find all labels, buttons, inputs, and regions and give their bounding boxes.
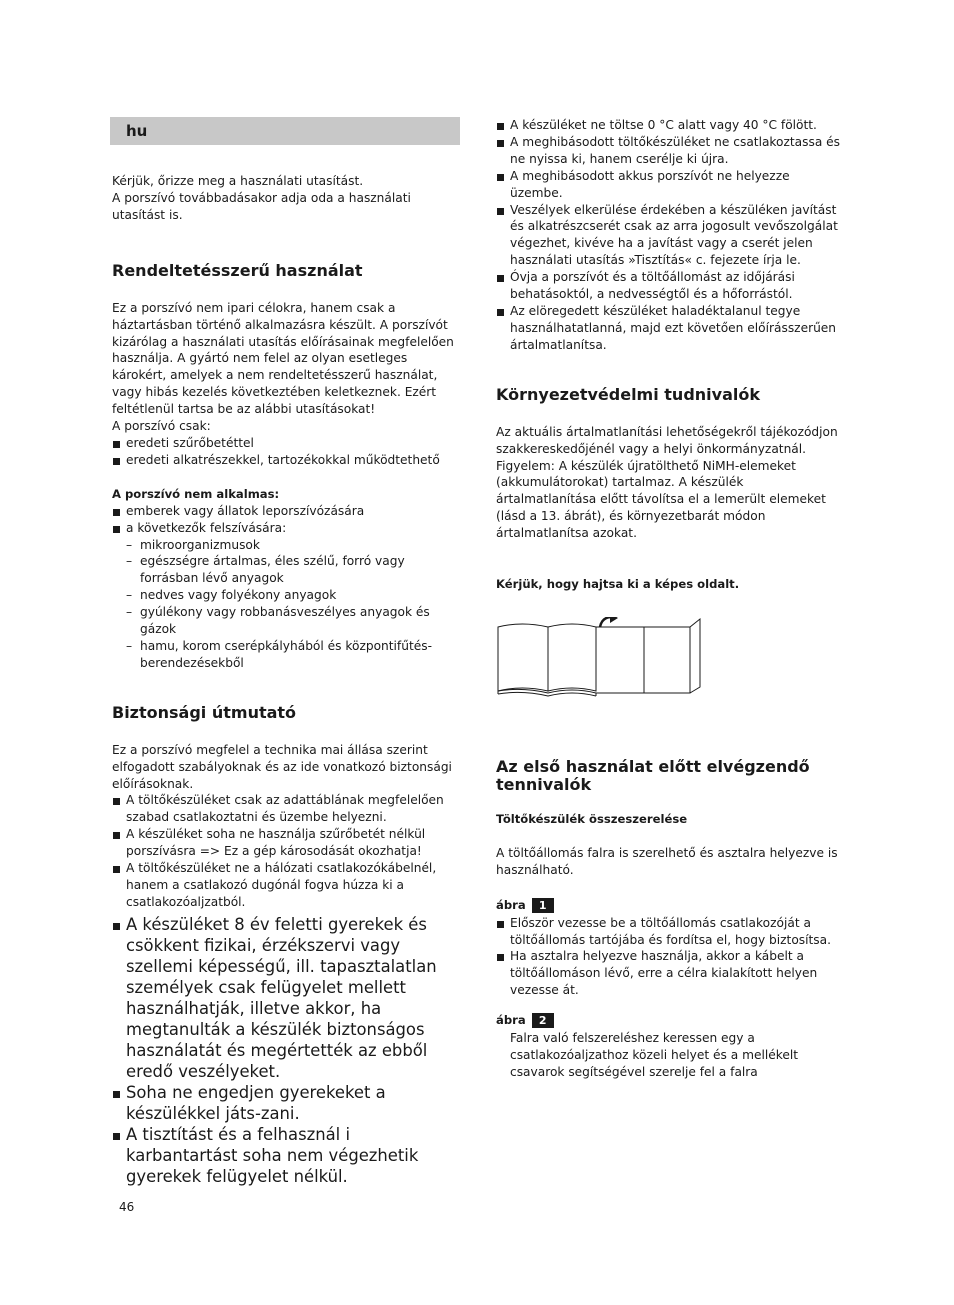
not-suitable-list bbox=[112, 503, 462, 537]
list-item: Óvja a porszívót és a töltőállomást az időjárási behatásoktól, a nedvességtől és a hőforrástól. bbox=[496, 269, 846, 303]
list-item: A készüléket ne töltse 0 °C alatt vagy 40 °C fölött. bbox=[496, 117, 846, 134]
safety-large-list bbox=[112, 914, 462, 1187]
list-item: Először vezesse be a töltőállomás csatlakozóját a töltőállomás tartójába és fordítsa el, hogy biztosítsa. bbox=[496, 915, 846, 949]
list-item: Az elöregedett készüléket haladéktalanul tegye használhatatlanná, majd ezt követően előírásszerűen ártalmatlanítsa. bbox=[496, 303, 846, 354]
list-item: A töltőkészüléket csak az adattáblának megfelelően szabad csatlakoztatni és üzembe helyezni. bbox=[112, 792, 462, 826]
fold-out-page-diagram bbox=[496, 617, 702, 697]
figure-label: ábra bbox=[496, 1013, 526, 1028]
foldout-panel-edge bbox=[690, 619, 700, 693]
first-use-title: Az első használat előtt elvégzendő tennivalók bbox=[496, 756, 810, 794]
intended-use-title: Rendeltetésszerű használat bbox=[112, 260, 363, 280]
fold-note: Kérjük, hogy hajtsa ki a képes oldalt. bbox=[496, 577, 740, 592]
language-tag: hu bbox=[110, 117, 460, 145]
not-suitable-sublist bbox=[112, 537, 462, 672]
figure-2-heading bbox=[496, 1012, 846, 1030]
book-left-page bbox=[498, 624, 548, 691]
list-item: a következők felszívására: bbox=[112, 520, 462, 537]
safety-list bbox=[112, 792, 462, 910]
intended-use-lead: A porszívó csak: bbox=[112, 419, 211, 434]
intro-line-1: Kérjük, őrizze meg a használati utasítást. bbox=[112, 174, 364, 188]
page-number: 46 bbox=[119, 1200, 135, 1214]
safety-paragraph: Ez a porszívó megfelel a technika mai állása szerint elfogadott szabályoknak és az ide vonatkozó biztonsági előírásoknak. bbox=[112, 742, 452, 791]
list-item: A készüléket soha ne használja szűrőbetét nélkül porszívásra => Ez a gép károsodását okozhatja! bbox=[112, 826, 462, 860]
list-item: A készüléket 8 év feletti gyerekek és csökkent fizikai, érzékszervi vagy szellemi képességű, ill. tapasztalatlan személyek csak felügyelet mellett használhatják, illetve akkor, ha megtanulták a készülék biztonságos használatát és megértették az ebből eredő veszélyeket. bbox=[112, 914, 462, 1082]
list-item: A tisztítást és a felhasznál i karbantartást soha nem végezhetik gyerekek felügyelet nélkül. bbox=[112, 1124, 462, 1187]
figure-2-text: Falra való felszereléshez keressen egy a csatlakozóaljzathoz közeli helyet és a mellékelt csavarok segítségével szerelje fel a falra bbox=[510, 1031, 799, 1079]
list-item: A töltőkészüléket ne a hálózati csatlakozókábelnél, hanem a csatlakozó dugónál fogva húzza ki a csatlakozóaljzatból. bbox=[112, 860, 462, 911]
list-item: eredeti szűrőbetéttel bbox=[112, 435, 462, 452]
not-suitable-title: A porszívó nem alkalmas: bbox=[112, 486, 280, 501]
foldout-panel-2 bbox=[644, 627, 690, 693]
list-item: – mikroorganizmusok bbox=[126, 537, 462, 554]
list-item: A meghibásodott akkus porszívót ne helyezze üzembe. bbox=[496, 168, 846, 202]
list-item: Ha asztalra helyezve használja, akkor a kábelt a töltőállomáson lévő, erre a célra kialakított helyen vezesse át. bbox=[496, 948, 846, 999]
book-right-page bbox=[548, 624, 596, 691]
safety-title: Biztonsági útmutató bbox=[112, 702, 297, 722]
list-item: – hamu, korom cserépkályhából és központifűtés-berendezésekből bbox=[126, 638, 462, 672]
figure-label: ábra bbox=[496, 897, 526, 912]
figure-1-number: 1 bbox=[532, 898, 554, 913]
list-item: emberek vagy állatok leporszívózására bbox=[112, 503, 462, 520]
list-item: Veszélyek elkerülése érdekében a készüléken javítást és alkatrészcserét csak az arra jogosult vevőszolgálat végezhet, kivéve ha a javítást vagy a cserét jelen használati utasítás »Tisztítás« c. fejezete írja le. bbox=[496, 202, 846, 270]
list-item: – nedves vagy folyékony anyagok bbox=[126, 587, 462, 604]
left-column bbox=[112, 117, 462, 1187]
list-item: eredeti alkatrészekkel, tartozékokkal működtethető bbox=[112, 452, 462, 469]
intended-use-list bbox=[112, 435, 462, 469]
figure-1-list bbox=[496, 915, 846, 1000]
intro-line-2: A porszívó továbbadásakor adja oda a használati utasítást is. bbox=[112, 190, 411, 222]
figure-2-number: 2 bbox=[532, 1013, 554, 1028]
fold-arrow-head bbox=[610, 617, 618, 623]
intro bbox=[112, 173, 462, 224]
figure-1-heading bbox=[496, 897, 846, 915]
right-column bbox=[496, 117, 846, 1081]
safety-list-continued bbox=[496, 117, 846, 354]
environment-paragraph: Az aktuális ártalmatlanítási lehetőségekről tájékozódjon szakkereskedőjénél vagy a helyi önkormányzatnál. Figyelem: A készülék újratölthető NiMH-elemeket (akkumulátorokat) tartalmaz. A készülék ártalmatlanítása előtt távolítsa el a lemerült elemeket (lásd a 13. ábrát), és környezetbarát módon ártalmatlanítsa azokat. bbox=[496, 424, 838, 541]
first-use-paragraph: A töltőállomás falra is szerelhető és asztalra helyezve is használható. bbox=[496, 845, 838, 877]
list-item: Soha ne engedjen gyerekeket a készülékkel játs-zani. bbox=[112, 1082, 462, 1124]
foldout-panel-1 bbox=[596, 627, 644, 693]
list-item: – egészségre ártalmas, éles szélű, forró vagy forrásban lévő anyagok bbox=[126, 553, 462, 587]
first-use-subtitle: Töltőkészülék összeszerelése bbox=[496, 811, 688, 826]
environment-title: Környezetvédelmi tudnivalók bbox=[496, 384, 760, 404]
list-item: A meghibásodott töltőkészüléket ne csatlakoztassa és ne nyissa ki, hanem cserélje ki újra. bbox=[496, 134, 846, 168]
intended-use-paragraph: Ez a porszívó nem ipari célokra, hanem csak a háztartásban történő alkalmazásra készült. A porszívót kizárólag a használati utasítás előírásainak megfelelően használja. A gyártó nem felel az olyan esetleges károkért, amelyek a nem rendeltetésszerű használat, vagy hibás kezelés következtében keletkeznek. Ezért feltétlenül tartsa be az alábbi utasításokat! bbox=[112, 300, 454, 417]
list-item: – gyúlékony vagy robbanásveszélyes anyagok és gázok bbox=[126, 604, 462, 638]
